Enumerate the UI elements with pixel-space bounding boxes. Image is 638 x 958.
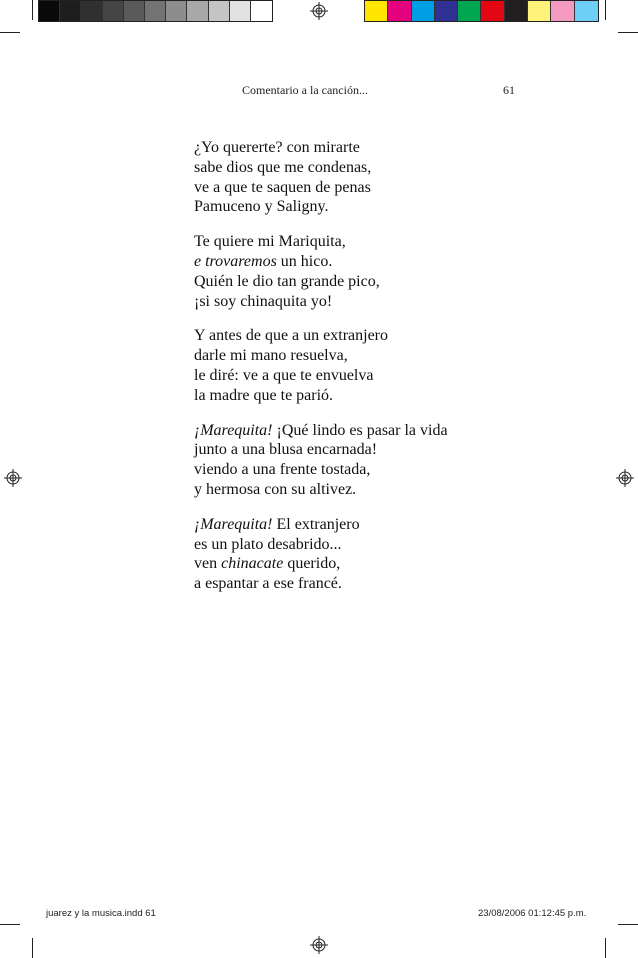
color-swatch: [365, 1, 388, 21]
color-swatch: [481, 1, 504, 21]
registration-mark-icon: [310, 2, 328, 20]
color-swatch: [412, 1, 435, 21]
running-head-title: Comentario a la canción...: [242, 83, 368, 97]
verse-line: darle mi mano resuelva,: [194, 347, 348, 365]
slug-timestamp: 23/08/2006 01:12:45 p.m.: [478, 908, 587, 919]
crop-mark: [32, 0, 33, 20]
crop-mark: [618, 32, 638, 33]
verse-italic: ¡Marequita!: [194, 421, 273, 439]
color-swatch: [187, 1, 208, 21]
color-swatch: [230, 1, 251, 21]
verse-text: querido,: [283, 555, 341, 573]
verse-line: [194, 515, 524, 535]
stanza-2: [194, 232, 524, 311]
color-swatch: [575, 1, 598, 21]
verse-line: es un plato desabrido...: [194, 535, 342, 553]
verse-line: [194, 554, 524, 574]
registration-mark-icon: [310, 936, 328, 954]
verse-italic: e trovaremos: [194, 252, 277, 270]
verse-line: Te quiere mi Mariquita,: [194, 233, 346, 251]
registration-mark-icon: [4, 469, 22, 487]
verse-line: ve a que te saquen de penas: [194, 178, 371, 196]
verse-italic: chinacate: [221, 555, 284, 573]
verse-line: junto a una blusa encarnada!: [194, 441, 378, 459]
verse-italic: ¡Marequita!: [194, 515, 273, 533]
verse-text: ¡Qué lindo es pasar la vida: [272, 421, 448, 439]
crop-mark: [0, 32, 20, 33]
color-swatch: [505, 1, 528, 21]
color-swatch: [528, 1, 551, 21]
verse-line: sabe dios que me condenas,: [194, 158, 372, 176]
color-swatch: [551, 1, 574, 21]
stanza-1: [194, 138, 524, 217]
verse-line: [194, 252, 524, 272]
color-swatch: [145, 1, 166, 21]
color-swatch: [60, 1, 81, 21]
color-swatch: [435, 1, 458, 21]
poem: [194, 138, 524, 609]
verse-line: Pamuceno y Saligny.: [194, 198, 329, 216]
gray-calibration-bar: [38, 0, 273, 22]
color-swatch: [124, 1, 145, 21]
color-swatch: [388, 1, 411, 21]
color-swatch: [103, 1, 124, 21]
crop-mark: [0, 924, 20, 925]
color-swatch: [458, 1, 481, 21]
verse-line: Y antes de que a un extranjero: [194, 327, 388, 345]
verse-line: [194, 421, 524, 441]
verse-line: Quién le dio tan grande pico,: [194, 272, 380, 290]
stanza-5: [194, 515, 524, 594]
color-swatch: [81, 1, 102, 21]
slug-filename: juarez y la musica.indd 61: [46, 908, 156, 919]
verse-line: a espantar a ese francé.: [194, 575, 342, 593]
verse-text: un hico.: [276, 252, 333, 270]
page-number: 61: [503, 83, 515, 97]
color-swatch: [39, 1, 60, 21]
stanza-3: [194, 326, 524, 405]
verse-line: la madre que te parió.: [194, 386, 334, 404]
color-swatch: [209, 1, 230, 21]
crop-mark: [618, 924, 638, 925]
verse-line: ¿Yo quererte? con mirarte: [194, 139, 360, 156]
crop-mark: [605, 938, 606, 958]
color-swatch: [166, 1, 187, 21]
registration-mark-icon: [616, 469, 634, 487]
verse-line: ¡si soy chinaquita yo!: [194, 292, 333, 310]
crop-mark: [32, 938, 33, 958]
stanza-4: [194, 421, 524, 500]
color-calibration-bar: [364, 0, 599, 22]
verse-text: ven: [194, 555, 222, 573]
verse-line: le diré: ve a que te envuelva: [194, 366, 374, 384]
verse-line: y hermosa con su altivez.: [194, 480, 357, 498]
crop-mark: [605, 0, 606, 20]
verse-text: El extranjero: [272, 515, 360, 533]
color-swatch: [251, 1, 272, 21]
verse-line: viendo a una frente tostada,: [194, 461, 371, 479]
